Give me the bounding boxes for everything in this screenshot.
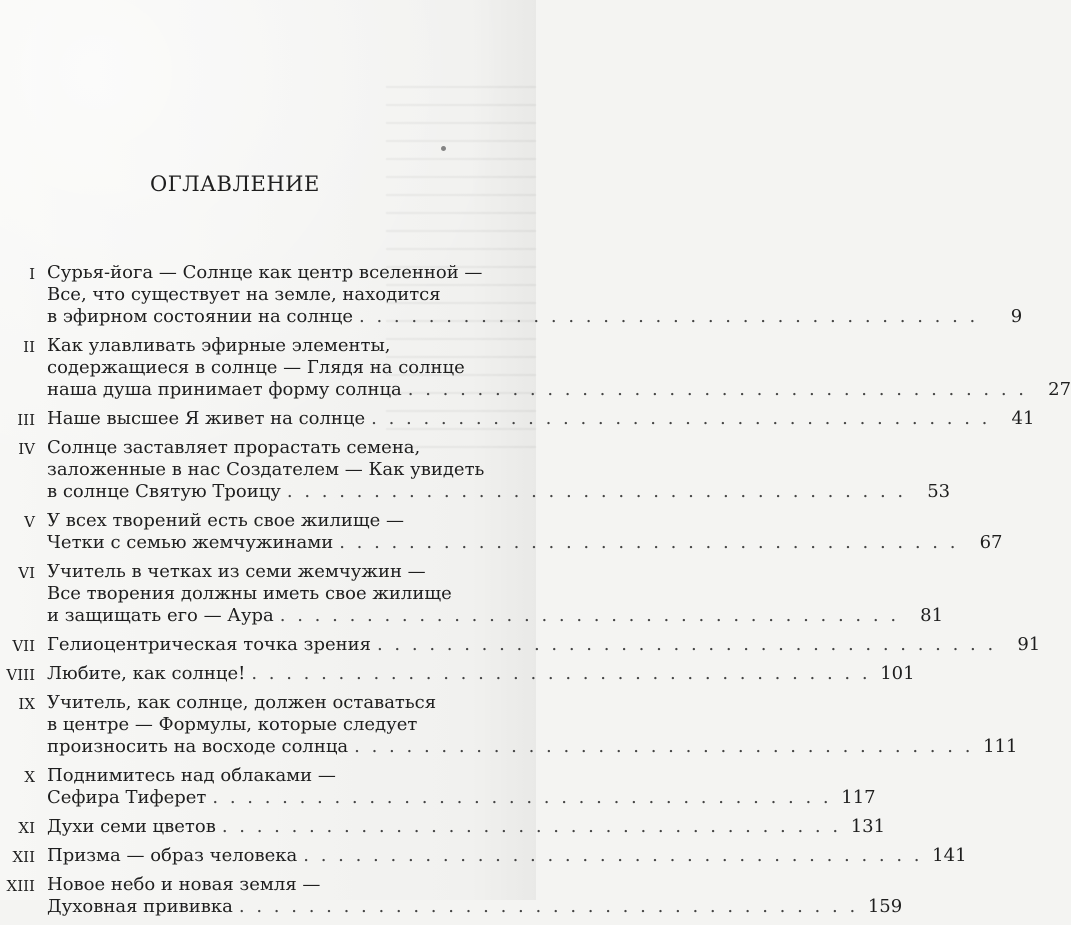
chapter-title [47, 663, 915, 685]
chapter-title-line: У всех творений есть свое жилище — [47, 510, 405, 531]
chapter-title-line: Как улавливать эфирные элементы, [47, 335, 391, 356]
chapter-title-line: Учитель, как солнце, должен оставаться [47, 692, 437, 713]
chapter-title-line: Сефира Тиферет [47, 787, 207, 808]
toc-entry [0, 845, 967, 867]
page-number: 41 [1011, 408, 1035, 429]
chapter-title [47, 561, 944, 627]
chapter-numeral: XI [18, 819, 35, 837]
chapter-title-line: Четки с семью жемчужинами [47, 532, 334, 553]
chapter-title-last-line [47, 379, 1071, 401]
page-title: ОГЛАВЛЕНИЕ [150, 172, 320, 196]
chapter-title-line: Духи семи цветов [47, 816, 216, 837]
chapter-numeral: IX [18, 695, 35, 713]
chapter-title-last-line [47, 896, 903, 918]
chapter-title-last-line [47, 816, 886, 838]
chapter-title-last-line [47, 408, 1035, 430]
chapter-title-last-line [47, 481, 951, 503]
dot-leader: . . . . . . . . . . . . . . . . . . . . . . . . . . . . . . . . . . . . [376, 634, 997, 655]
chapter-title-line: Наше высшее Я живет на солнце [47, 408, 366, 429]
page-number: 159 [867, 896, 903, 917]
chapter-title-last-line [47, 845, 967, 867]
dot-leader: . . . . . . . . . . . . . . . . . . . . . . . . . . . . . . . . . . . . [303, 845, 923, 866]
toc-entry [0, 335, 1071, 401]
chapter-title-last-line [47, 605, 944, 627]
dot-leader: . . . . . . . . . . . . . . . . . . . . . . . . . . . . . . . . . . . . [407, 379, 1028, 400]
chapter-numeral: X [24, 768, 35, 786]
chapter-numeral: VIII [6, 666, 35, 684]
toc-entry [0, 816, 886, 838]
chapter-numeral: III [17, 411, 35, 429]
chapter-title-line: произносить на восходе солнца [47, 736, 349, 757]
chapter-title-last-line [47, 663, 915, 685]
chapter-title-last-line [47, 787, 876, 809]
toc-entry [0, 262, 1023, 328]
page-number: 101 [880, 663, 915, 684]
chapter-numeral: XII [12, 848, 35, 866]
page-number: 111 [983, 736, 1018, 757]
page-number: 141 [932, 845, 967, 866]
chapter-title [47, 262, 1023, 328]
chapter-title [47, 765, 876, 809]
ink-dot [441, 146, 446, 151]
chapter-title-line: в эфирном состоянии на солнце [47, 306, 353, 327]
chapter-title-last-line [47, 634, 1041, 656]
toc-entry [0, 437, 951, 503]
toc-entry [0, 765, 876, 809]
page-number: 27 [1048, 379, 1071, 400]
dot-leader: . . . . . . . . . . . . . . . . . . . . . . . . . . . . . . . . . . . . [354, 736, 974, 757]
chapter-title-line: Учитель в четках из семи жемчужин — [47, 561, 426, 582]
dot-leader: . . . . . . . . . . . . . . . . . . . . . . . . . . . . . . . . . . . . [279, 605, 900, 626]
chapter-title [47, 510, 1003, 554]
page-number: 81 [920, 605, 944, 626]
dot-leader: . . . . . . . . . . . . . . . . . . . . . . . . . . . . . . . . . . . . [286, 481, 907, 502]
chapter-numeral: VI [18, 564, 35, 582]
page-number: 117 [841, 787, 876, 808]
dot-leader: . . . . . . . . . . . . . . . . . . . . . . . . . . . . . . . . . . . . [371, 408, 991, 429]
dot-leader: . . . . . . . . . . . . . . . . . . . . . . . . . . . . . . . . . . . . [339, 532, 959, 553]
chapter-numeral: XIII [6, 877, 35, 895]
chapter-title-line: наша душа принимает форму солнца [47, 379, 402, 400]
dot-leader: . . . . . . . . . . . . . . . . . . . . . . . . . . . . . . . . . . . . [221, 816, 842, 837]
chapter-numeral: V [24, 513, 35, 531]
toc-entry [0, 634, 1041, 656]
chapter-title [47, 408, 1035, 430]
table-of-contents [0, 262, 1071, 925]
chapter-title-last-line [47, 532, 1003, 554]
chapter-title-line: Поднимитесь над облаками — [47, 765, 336, 786]
chapter-title-line: Гелиоцентрическая точка зрения [47, 634, 371, 655]
chapter-title [47, 845, 967, 867]
chapter-title-line: Новое небо и новая земля — [47, 874, 321, 895]
chapter-title [47, 816, 886, 838]
chapter-title [47, 692, 1018, 758]
chapter-title-line: Любите, как солнце! [47, 663, 246, 684]
chapter-title-line: в центре — Формулы, которые следует [47, 714, 418, 735]
page-number: 131 [850, 816, 886, 837]
chapter-title [47, 437, 951, 503]
page-number: 91 [1017, 634, 1041, 655]
chapter-title-line: заложенные в нас Создателем — Как увидеть [47, 459, 485, 480]
chapter-title-line: содержащиеся в солнце — Глядя на солнце [47, 357, 465, 378]
chapter-title-line: в солнце Святую Троицу [47, 481, 281, 502]
chapter-title-line: и защищать его — Аура [47, 605, 274, 626]
chapter-title [47, 335, 1071, 401]
chapter-title-last-line [47, 306, 1023, 328]
chapter-title [47, 874, 903, 918]
dot-leader: . . . . . . . . . . . . . . . . . . . . . . . . . . . . . . . . . . . . [212, 787, 832, 808]
chapter-title-line: Призма — образ человека [47, 845, 298, 866]
chapter-numeral: VII [12, 637, 35, 655]
chapter-title-line: Все, что существует на земле, находится [47, 284, 441, 305]
toc-entry [0, 408, 1035, 430]
dot-leader: . . . . . . . . . . . . . . . . . . . . . . . . . . . . . . . . . . . . [359, 306, 979, 327]
toc-entry [0, 663, 915, 685]
toc-entry [0, 510, 1003, 554]
chapter-title-line: Все творения должны иметь свое жилище [47, 583, 452, 604]
page-number: 9 [1010, 306, 1023, 327]
toc-entry [0, 692, 1018, 758]
toc-entry [0, 874, 903, 918]
page-number: 53 [927, 481, 951, 502]
dot-leader: . . . . . . . . . . . . . . . . . . . . . . . . . . . . . . . . . . . . [238, 896, 859, 917]
chapter-title-line: Солнце заставляет прорастать семена, [47, 437, 421, 458]
toc-entry [0, 561, 944, 627]
chapter-title-line: Духовная прививка [47, 896, 233, 917]
chapter-numeral: I [29, 265, 35, 283]
page-number: 67 [979, 532, 1003, 553]
chapter-title [47, 634, 1041, 656]
dot-leader: . . . . . . . . . . . . . . . . . . . . . . . . . . . . . . . . . . . . [251, 663, 871, 684]
chapter-title-line: Сурья-йога — Солнце как центр вселенной — [47, 262, 483, 283]
chapter-numeral: II [23, 338, 35, 356]
chapter-numeral: IV [18, 440, 35, 458]
chapter-title-last-line [47, 736, 1018, 758]
